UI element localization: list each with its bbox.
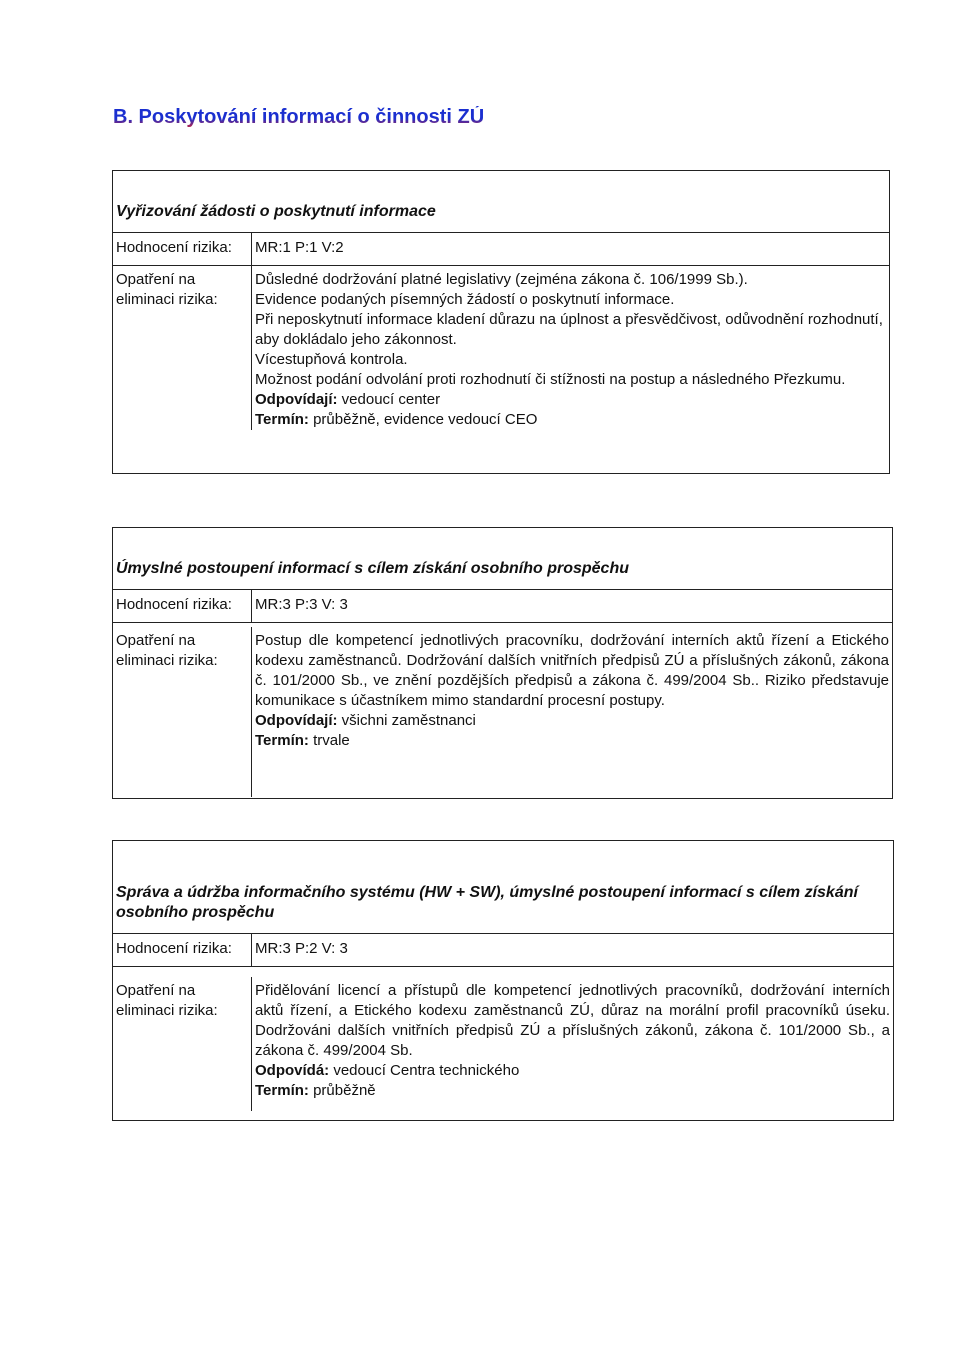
responsible-label: Odpovídá:: [255, 1062, 330, 1079]
responsible-label: Odpovídají:: [255, 712, 338, 729]
risk-row: [113, 934, 893, 967]
risk-label: Hodnocení rizika:: [116, 596, 232, 613]
measures-body: [251, 977, 893, 1111]
block-title: Vyřizování žádosti o poskytnutí informace: [113, 171, 889, 233]
responsible-line: [255, 1061, 890, 1081]
block-title: Správa a údržba informačního systému (HW + SW), úmyslné postoupení informací s cílem získání osobního prospěchu: [113, 841, 893, 934]
measure-item: Při neposkytnutí informace kladení důrazu na úplnost a přesvědčivost, odůvodnění rozhodnutí, aby dokládalo jeho zákonnost.: [255, 311, 883, 348]
deadline-label: Termín:: [255, 732, 309, 749]
measures-label-line: Opatření na: [116, 632, 196, 649]
measures-label-line: Opatření na: [116, 271, 196, 288]
deadline-label: Termín:: [255, 1082, 309, 1099]
measures-body: [251, 266, 889, 430]
measures-label-line: Opatření na: [116, 982, 196, 999]
measures-row: [113, 266, 889, 430]
section-heading: B. Poskytování informací o činnosti ZÚ: [113, 106, 485, 128]
deadline-line: [255, 410, 886, 430]
responsible-line: [255, 390, 886, 410]
measures-label-line: eliminaci rizika:: [116, 291, 218, 308]
risk-label: Hodnocení rizika:: [116, 940, 232, 957]
risk-value: MR:1 P:1 V:2: [251, 233, 889, 265]
risk-row: [113, 590, 892, 623]
deadline-value: průběžně, evidence vedoucí CEO: [308, 411, 538, 428]
risk-row: [113, 233, 889, 266]
measure-item: Důsledné dodržování platné legislativy (zejména zákona č. 106/1999 Sb.).: [255, 271, 748, 288]
measures-label: [113, 977, 251, 1111]
measures-body: [251, 627, 892, 797]
responsible-label: Odpovídají:: [255, 391, 338, 408]
measures-label-line: eliminaci rizika:: [116, 652, 218, 669]
responsible-line: [255, 711, 889, 731]
risk-value: MR:3 P:2 V: 3: [251, 934, 893, 966]
deadline-label: Termín:: [255, 411, 309, 428]
measure-item: Evidence podaných písemných žádostí o poskytnutí informace.: [255, 291, 675, 308]
risk-block-2: [112, 527, 893, 799]
measure-item: Vícestupňová kontrola.: [255, 351, 408, 368]
deadline-value: průběžně: [308, 1082, 376, 1099]
measures-label: [113, 266, 251, 430]
measures-row: [113, 623, 892, 797]
deadline-value: trvale: [308, 732, 350, 749]
measures-row: [113, 967, 893, 1111]
measure-item: Možnost podání odvolání proti rozhodnutí či stížnosti na postup a následného Přezkumu.: [255, 371, 846, 388]
risk-value: MR:3 P:3 V: 3: [251, 590, 892, 622]
block-title: Úmyslné postoupení informací s cílem získání osobního prospěchu: [113, 528, 892, 590]
deadline-line: [255, 1081, 890, 1101]
measure-paragraph: Postup dle kompetencí jednotlivých pracovníku, dodržování interních aktů řízení a Etického kodexu zaměstnanců. Dodržování dalších vnitřních předpisů ZÚ a příslušných zákonů, zákona č. 101/2000 Sb., ve znění pozdějších předpisů a zákona č. 499/2004 Sb.. Riziko představuje komunikace s účastníkem mimo standardní procesní postupy.: [255, 632, 889, 709]
measures-label: [113, 627, 251, 797]
measure-paragraph: Přidělování licencí a přístupů dle kompetencí jednotlivých pracovníků, dodržování interních aktů řízení, a Etického kodexu zaměstnanců ZÚ, důraz na morální profil pracovníků úseku. Dodržováni dalších vnitřních předpisů ZÚ a příslušných zákonů, zákona č. 101/2000 Sb., a zákona č. 499/2004 Sb.: [255, 982, 890, 1059]
measures-label-line: eliminaci rizika:: [116, 1002, 218, 1019]
responsible-value: vedoucí Centra technického: [329, 1062, 520, 1079]
risk-label: Hodnocení rizika:: [116, 239, 232, 256]
risk-block-1: [112, 170, 890, 474]
responsible-value: vedoucí center: [337, 391, 441, 408]
responsible-value: všichni zaměstnanci: [337, 712, 476, 729]
risk-block-3: [112, 840, 894, 1121]
deadline-line: [255, 731, 889, 751]
